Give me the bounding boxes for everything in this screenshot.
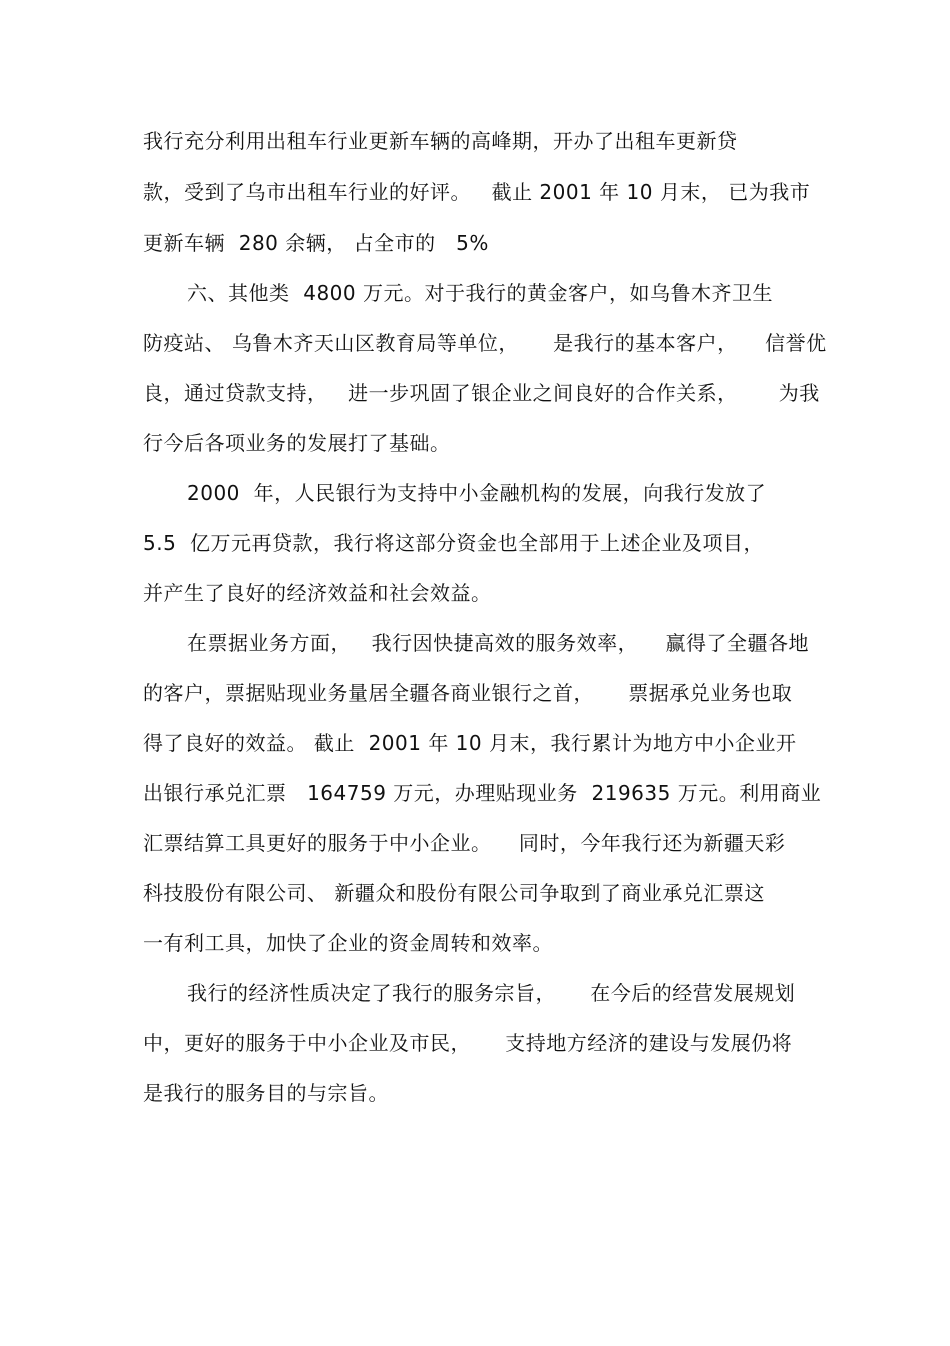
text-line: 良，通过贷款支持， 进一步巩固了银企业之间良好的合作关系， 为我 bbox=[143, 381, 820, 405]
text-line: 款，受到了乌市出租车行业的好评。 截止 2001 年 10 月末， 已为我市 bbox=[143, 180, 811, 204]
text-line: 行今后各项业务的发展打了基础。 bbox=[143, 431, 451, 455]
text-line: 出银行承兑汇票 164759 万元，办理贴现业务 219635 万元。利用商业 bbox=[143, 781, 822, 805]
text-line: 的客户，票据贴现业务量居全疆各商业银行之首， 票据承兑业务也取 bbox=[143, 681, 793, 705]
text-line: 更新车辆 280 余辆， 占全市的 5% bbox=[143, 231, 489, 255]
text-line: 2000 年，人民银行为支持中小金融机构的发展，向我行发放了 bbox=[187, 481, 767, 505]
text-line: 是我行的服务目的与宗旨。 bbox=[143, 1081, 389, 1105]
text-line: 在票据业务方面， 我行因快捷高效的服务效率， 赢得了全疆各地 bbox=[187, 631, 810, 655]
text-line: 并产生了良好的经济效益和社会效益。 bbox=[143, 581, 492, 605]
text-line: 我行的经济性质决定了我行的服务宗旨， 在今后的经营发展规划 bbox=[187, 981, 796, 1005]
text-line: 一有利工具，加快了企业的资金周转和效率。 bbox=[143, 931, 553, 955]
text-line: 汇票结算工具更好的服务于中小企业。 同时，今年我行还为新疆天彩 bbox=[143, 831, 786, 855]
text-line: 防疫站、 乌鲁木齐天山区教育局等单位， 是我行的基本客户， 信誉优 bbox=[143, 331, 827, 355]
text-line: 得了良好的效益。 截止 2001 年 10 月末，我行累计为地方中小企业开 bbox=[143, 731, 797, 755]
text-line: 5.5 亿万元再贷款，我行将这部分资金也全部用于上述企业及项目， bbox=[143, 531, 765, 555]
text-line: 中，更好的服务于中小企业及市民， 支持地方经济的建设与发展仍将 bbox=[143, 1031, 793, 1055]
text-line: 科技股份有限公司、 新疆众和股份有限公司争取到了商业承兑汇票这 bbox=[143, 881, 765, 905]
text-line: 我行充分利用出租车行业更新车辆的高峰期，开办了出租车更新贷 bbox=[143, 129, 738, 153]
text-line: 六、其他类 4800 万元。对于我行的黄金客户，如乌鲁木齐卫生 bbox=[187, 281, 773, 305]
